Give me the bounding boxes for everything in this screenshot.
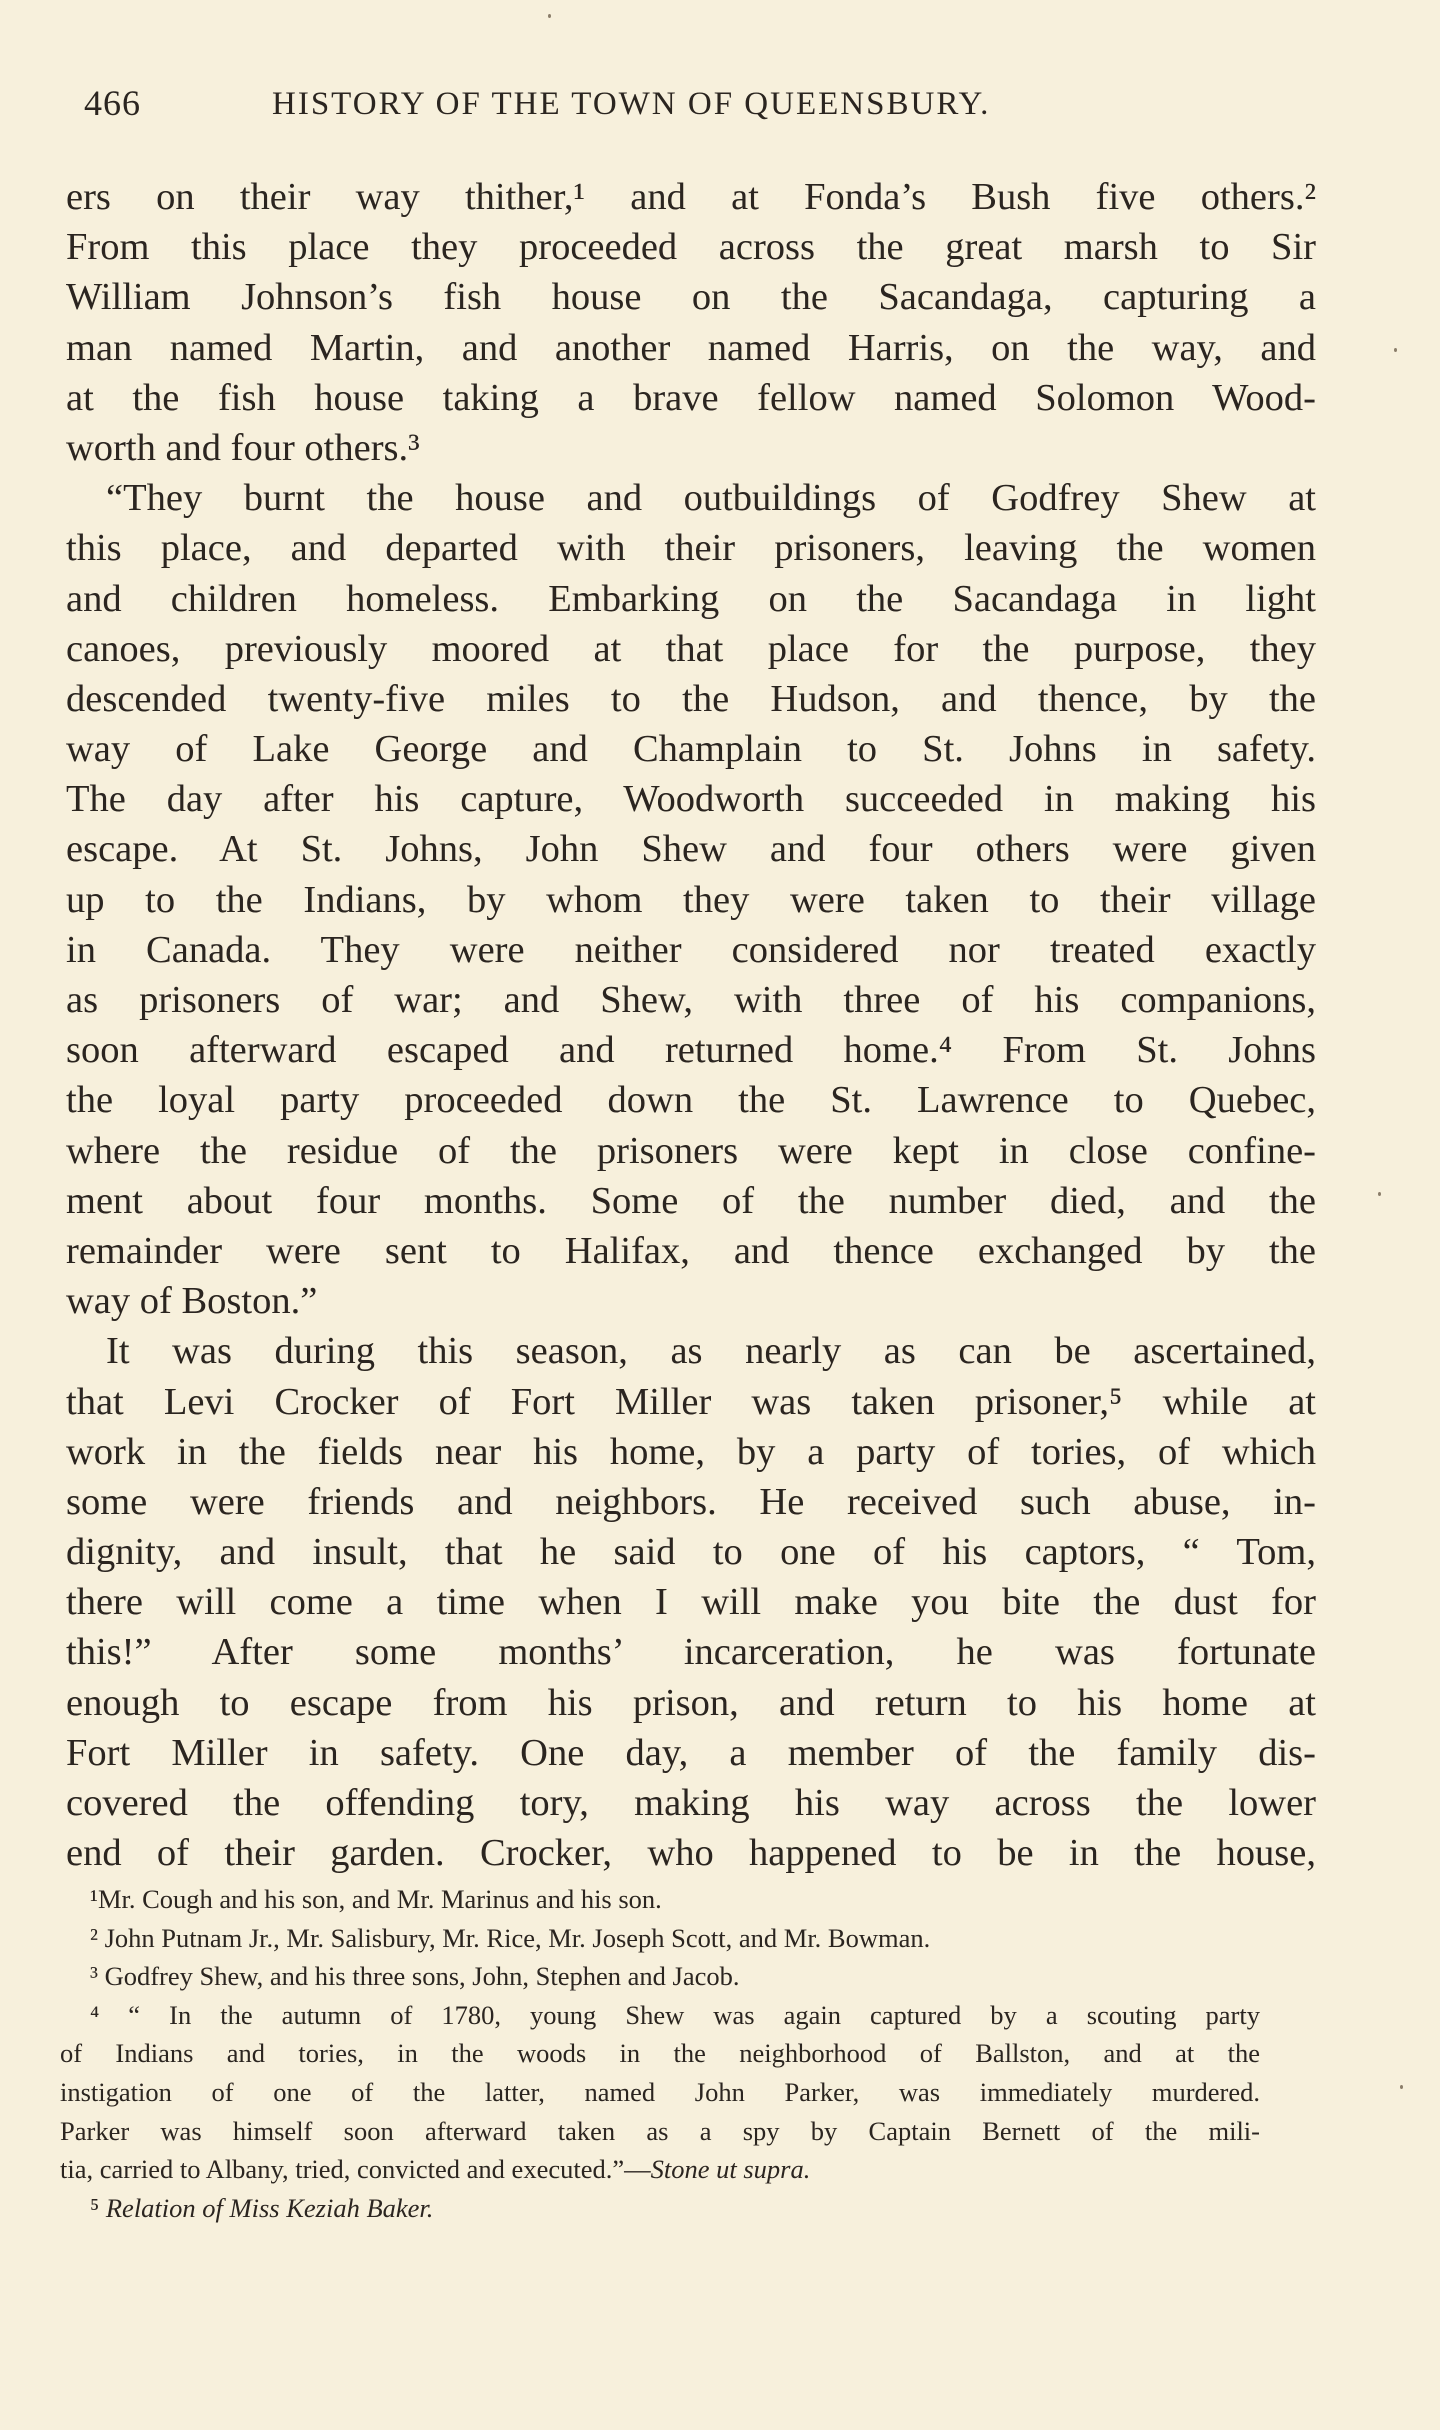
- body-line: work in the fields near his home, by a party of tories, of which: [66, 1430, 1316, 1473]
- footnote-4-line: instigation of one of the latter, named John Parker, was immediately murdered.: [60, 2076, 1260, 2107]
- body-line: as prisoners of war; and Shew, with three of his companions,: [66, 979, 1316, 1021]
- body-line: descended twenty-five miles to the Hudson, and thence, by the: [66, 677, 1316, 720]
- body-line: some were friends and neighbors. He received such abuse, in-: [66, 1480, 1316, 1523]
- running-head: [84, 82, 1284, 134]
- body-line: “They burnt the house and outbuildings of Godfrey Shew at: [106, 477, 1316, 520]
- body-line: escape. At St. Johns, John Shew and four others were given: [66, 828, 1316, 871]
- body-line: canoes, previously moored at that place for the purpose, they: [66, 627, 1316, 670]
- footnote-2: ² John Putnam Jr., Mr. Salisbury, Mr. Rice, Mr. Joseph Scott, and Mr. Bowman.: [90, 1922, 931, 1953]
- paper-speck: [1400, 2085, 1403, 2089]
- footnote-4-line: Parker was himself soon afterward taken as a spy by Captain Bernett of the mili-: [60, 2115, 1260, 2146]
- body-line: man named Martin, and another named Harris, on the way, and: [66, 326, 1316, 369]
- body-line: there will come a time when I will make you bite the dust for: [66, 1581, 1316, 1624]
- footnote-3: ³ Godfrey Shew, and his three sons, John, Stephen and Jacob.: [90, 1961, 740, 1992]
- body-line: dignity, and insult, that he said to one of his captors, “ Tom,: [66, 1531, 1316, 1574]
- body-line: and children homeless. Embarking on the Sacandaga in light: [66, 577, 1316, 620]
- body-line: where the residue of the prisoners were kept in close confine-: [66, 1129, 1316, 1172]
- body-line: this!” After some months’ incarceration, he was fortunate: [66, 1631, 1316, 1674]
- body-line: ers on their way thither,¹ and at Fonda’s Bush five others.²: [66, 176, 1316, 218]
- body-line: in Canada. They were neither considered nor treated exactly: [66, 928, 1316, 971]
- running-title: HISTORY OF THE TOWN OF QUEENSBURY.: [272, 86, 991, 122]
- body-line: From this place they proceeded across the great marsh to Sir: [66, 226, 1316, 269]
- body-line: worth and four others.³: [66, 426, 420, 469]
- footnote-5-text: Relation of Miss Keziah Baker.: [105, 2192, 434, 2223]
- body-line: way of Lake George and Champlain to St. Johns in safety.: [66, 728, 1316, 771]
- body-line: remainder were sent to Halifax, and thence exchanged by the: [66, 1229, 1316, 1272]
- body-line: ment about four months. Some of the number died, and the: [66, 1179, 1316, 1222]
- body-line: covered the offending tory, making his way across the lower: [66, 1782, 1316, 1824]
- page-number: 466: [84, 83, 141, 123]
- footnote-4-line: tia, carried to Albany, tried, convicted and executed.”—: [60, 2154, 651, 2185]
- footnote-1: ¹Mr. Cough and his son, and Mr. Marinus and his son.: [90, 1884, 662, 1914]
- footnote-5-marker: ⁵: [90, 2192, 100, 2223]
- body-line: William Johnson’s fish house on the Sacandaga, capturing a: [66, 276, 1316, 319]
- footnote-5: [60, 2189, 1260, 2228]
- body-line: Fort Miller in safety. One day, a member of the family dis-: [66, 1731, 1316, 1774]
- paper-speck: [1378, 1192, 1381, 1196]
- body-line: at the fish house taking a brave fellow named Solomon Wood-: [66, 376, 1316, 419]
- footnote-4-citation: Stone ut supra.: [650, 2154, 811, 2185]
- footnote-4-line: of Indians and tories, in the woods in the neighborhood of Ballston, and at the: [60, 2038, 1260, 2069]
- footnotes: [60, 1880, 1260, 2227]
- body-line: soon afterward escaped and returned home.⁴ From St. Johns: [66, 1029, 1316, 1072]
- body-line: the loyal party proceeded down the St. Lawrence to Quebec,: [66, 1079, 1316, 1122]
- body-line: It was during this season, as nearly as can be ascertained,: [106, 1330, 1316, 1373]
- body-line: this place, and departed with their prisoners, leaving the women: [66, 527, 1316, 570]
- body-line: end of their garden. Crocker, who happened to be in the house,: [66, 1832, 1316, 1875]
- footnote-4-line: ⁴ “ In the autumn of 1780, young Shew was again captured by a scouting party: [90, 1999, 1260, 2030]
- body-line: way of Boston.”: [66, 1280, 318, 1323]
- body-line: enough to escape from his prison, and return to his home at: [66, 1681, 1316, 1724]
- body-line: that Levi Crocker of Fort Miller was taken prisoner,⁵ while at: [66, 1380, 1316, 1423]
- body-line: up to the Indians, by whom they were taken to their village: [66, 878, 1316, 921]
- body-line: The day after his capture, Woodworth succeeded in making his: [66, 778, 1316, 821]
- paper-speck: [548, 14, 551, 18]
- body-text: [66, 172, 1316, 1878]
- paper-speck: [1394, 348, 1397, 352]
- footnote-4-last-line: [60, 2150, 1260, 2189]
